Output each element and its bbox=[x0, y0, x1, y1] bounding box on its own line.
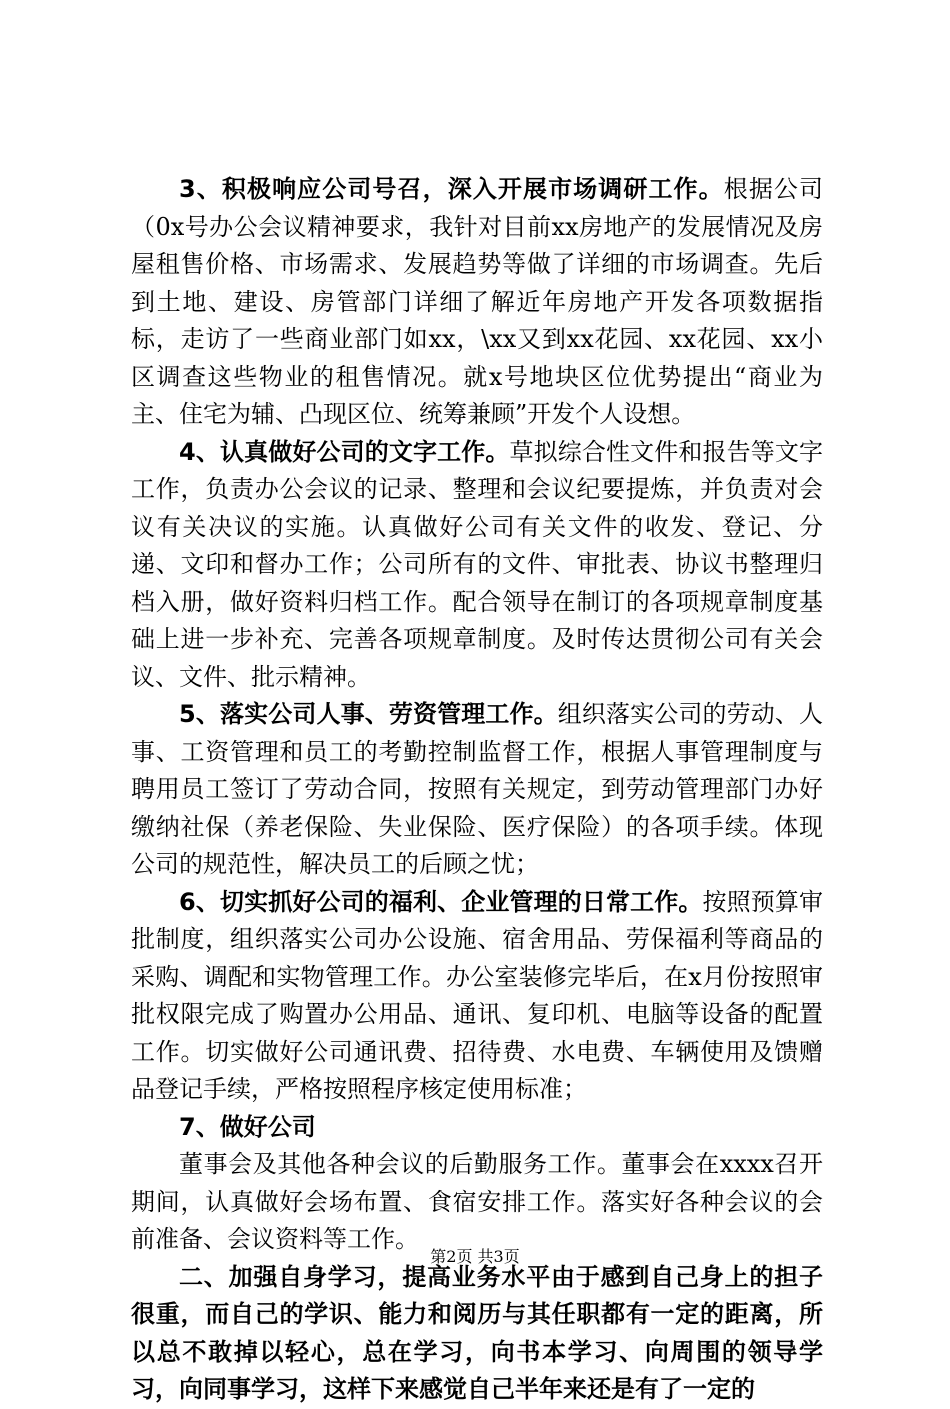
paragraph-heading: 7、做好公司 bbox=[179, 1112, 316, 1141]
paragraph-heading: 6、切实抓好公司的福利、企业管理的日常工作。 bbox=[179, 887, 703, 916]
paragraph-text: 组织落实公司的劳动、人事、工资管理和员工的考勤控制监督工作，根据人事管理制度与聘用员工签订了劳动合同，按照有关规定，到劳动管理部门办好缴纳社保（养老保险、失业保险、医疗保险）的各项手续。体现公司的规范性，解决员工的后顾之忧； bbox=[131, 700, 824, 878]
paragraph-company-service bbox=[131, 1109, 823, 1147]
paragraph-heading: 3、积极响应公司号召，深入开展市场调研工作。 bbox=[179, 175, 724, 203]
paragraph-self-study: 二、加强自身学习，提高业务水平由于感到自己身上的担子很重，而自己的学识、能力和阅历与其任职都有一定的距离，所以总不敢掉以轻心，总在学习，向书本学习、向周围的领导学习，向同事学习，这样下来感觉自己半年来还是有了一定的 bbox=[131, 1262, 823, 1403]
paragraph-market-research bbox=[131, 171, 823, 434]
paragraph-heading: 4、认真做好公司的文字工作。 bbox=[179, 437, 510, 466]
paragraph-text: 草拟综合性文件和报告等文字工作，负责办公会议的记录、整理和会议纪要提炼，并负责对会议有关决议的实施。认真做好公司有关文件的收发、登记、分递、文印和督办工作；公司所有的文件、审批表、协议书整理归档入册，做好资料归档工作。配合领导在制订的各项规章制度基础上进一步补充、完善各项规章制度。及时传达贯彻公司有关会议、文件、批示精神。 bbox=[131, 437, 824, 691]
paragraph-board-meetings bbox=[131, 1146, 823, 1259]
page-footer: 第2页 共3页 bbox=[430, 1247, 520, 1266]
paragraph-text: 按照预算审批制度，组织落实公司办公设施、宿舍用品、劳保福利等商品的采购、调配和实物管理工作。办公室装修完毕后，在x月份按照审批权限完成了购置办公用品、通讯、复印机、电脑等设备的配置工作。切实做好公司通讯费、招待费、水电费、车辆使用及馈赠品登记手续，严格按照程序核定使用标准； bbox=[131, 887, 824, 1103]
paragraph-welfare-work bbox=[131, 884, 823, 1109]
document-body bbox=[131, 171, 823, 1409]
paragraph-heading: 5、落实公司人事、劳资管理工作。 bbox=[179, 700, 558, 728]
paragraph-text: 根据公司（0x号办公会议精神要求，我针对目前xx房地产的发展情况及房屋租售价格、市场需求、发展趋势等做了详细的市场调查。先后到土地、建设、房管部门详细了解近年房地产开发各项数据指标，走访了一些商业部门如xx，\xx又到xx花园、xx花园、xx小区调查这些物业的租售情况。就x号地块区位优势提出“商业为主、住宅为辅、凸现区位、统筹兼顾”开发个人设想。 bbox=[131, 175, 824, 428]
paragraph-text: 董事会及其他各种会议的后勤服务工作。董事会在xxxx召开期间，认真做好会场布置、食宿安排工作。落实好各种会议的会前准备、会议资料等工作。 bbox=[131, 1150, 823, 1253]
paragraph-writing-work bbox=[131, 434, 823, 697]
paragraph-personnel-work bbox=[131, 696, 823, 884]
